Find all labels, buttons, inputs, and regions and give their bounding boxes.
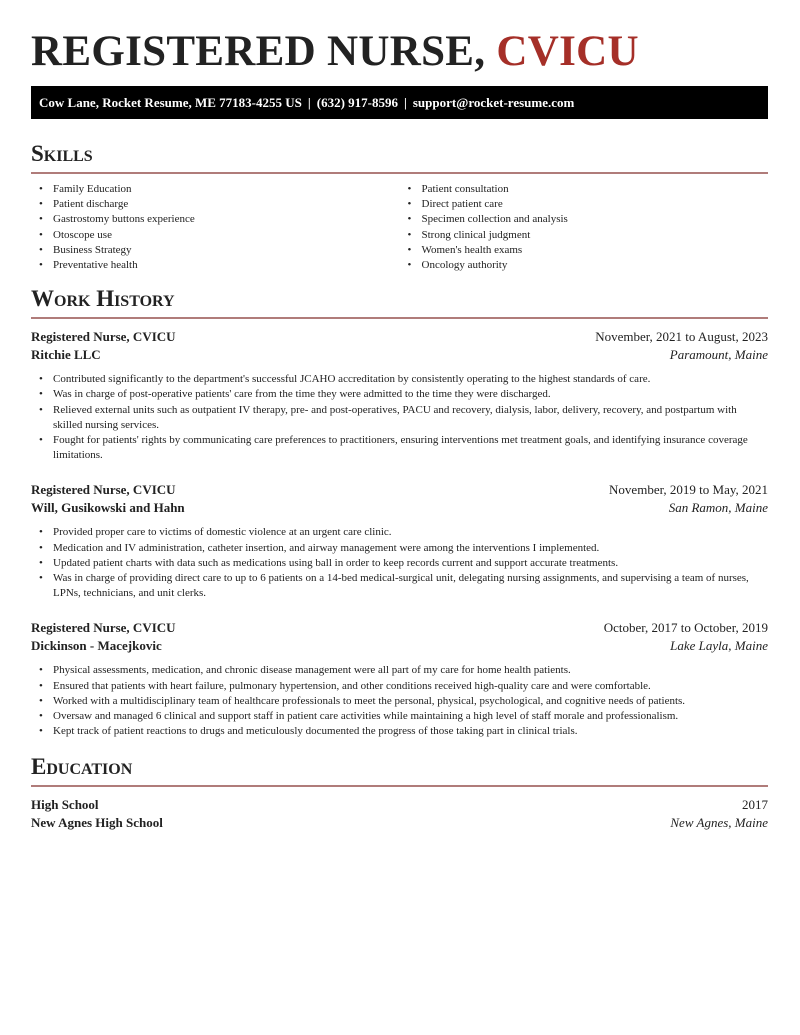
- job-dates: November, 2019 to May, 2021: [609, 482, 768, 498]
- job-bullets: [31, 372, 768, 463]
- list-item: • Strong clinical judgment: [422, 228, 769, 243]
- year: 2017: [742, 797, 768, 813]
- location: Paramount, Maine: [669, 347, 768, 363]
- skills-section: [31, 140, 768, 273]
- divider: [31, 785, 768, 787]
- list-item: • Family Education: [53, 182, 400, 197]
- list-item: • Updated patient charts with data such as medications using ball in order to keep records current and support accurate treatments.: [53, 556, 768, 571]
- section-title: Skills: [31, 141, 93, 166]
- list-item: • Otoscope use: [53, 228, 400, 243]
- list-item: • Relieved external units such as outpatient IV therapy, pre- and post-operatives, PACU and recovery, dialysis, labor, delivery, recovery, and postpartum with skilled nursing services.: [53, 403, 768, 433]
- job-bullets: [31, 525, 768, 601]
- separator: |: [404, 95, 407, 110]
- job-dates: November, 2021 to August, 2023: [595, 329, 768, 345]
- separator: |: [307, 95, 311, 110]
- location: Lake Layla, Maine: [670, 638, 768, 654]
- company: Dickinson - Macejkovic: [31, 638, 162, 654]
- list-item: • Kept track of patient reactions to drugs and meticulously documented the progress of those taking part in clinical trials.: [53, 724, 768, 739]
- list-item: • Medication and IV administration, catheter insertion, and airway management were among the interventions I implemented.: [53, 541, 768, 556]
- list-item: • Provided proper care to victims of domestic violence at an urgent care clinic.: [53, 525, 768, 540]
- list-item: • Patient consultation: [422, 182, 769, 197]
- skills-list-right: [400, 182, 769, 273]
- list-item: • Physical assessments, medication, and chronic disease management were all part of my care for home health patients.: [53, 663, 768, 678]
- education-entry: [31, 796, 768, 832]
- school: New Agnes High School: [31, 815, 163, 831]
- company: Will, Gusikowski and Hahn: [31, 500, 185, 516]
- location: New Agnes, Maine: [670, 815, 768, 831]
- list-item: • Specimen collection and analysis: [422, 212, 769, 227]
- section-title: Education: [31, 754, 133, 780]
- job-dates: October, 2017 to October, 2019: [603, 620, 768, 636]
- list-item: • Oversaw and managed 6 clinical and support staff in patient care activities while maintaining a high level of staff morale and professionalism.: [53, 709, 768, 724]
- job-entry: [31, 328, 768, 463]
- list-item: • Women's health exams: [422, 243, 769, 258]
- job-title: Registered Nurse, CVICU: [31, 329, 176, 345]
- email[interactable]: support@rocket-resume.com: [412, 95, 575, 110]
- resume-page: [31, 0, 768, 872]
- job-title: Registered Nurse, CVICU: [31, 620, 176, 636]
- list-item: • Business Strategy: [53, 243, 400, 258]
- job-title: Registered Nurse, CVICU: [31, 482, 176, 498]
- skills-list-left: [31, 182, 400, 273]
- education-section: [31, 753, 768, 872]
- work-history-section: [31, 285, 768, 739]
- list-item: • Was in charge of providing direct care to up to 6 patients on a 14-bed medical-surgical unit, delegating nursing assignments, and supervising a team of nurses, LPNs, technicians, and unit clerks.: [53, 571, 768, 601]
- degree: High School: [31, 797, 99, 813]
- page-title: [31, 27, 768, 77]
- contact-bar: [31, 86, 768, 119]
- section-title: Work History: [31, 286, 175, 312]
- job-entry: [31, 619, 768, 739]
- list-item: • Ensured that patients with heart failure, pulmonary hypertension, and other conditions received high-quality care and were comfortable.: [53, 679, 768, 694]
- list-item: • Oncology authority: [422, 258, 769, 273]
- list-item: • Gastrostomy buttons experience: [53, 212, 400, 227]
- list-item: • Contributed significantly to the department's successful JCAHO accreditation by consistently operating to the highest standards of care.: [53, 372, 768, 387]
- list-item: • Preventative health: [53, 258, 400, 273]
- title-accent: CVICU: [496, 28, 639, 75]
- title-main: REGISTERED NURSE,: [31, 28, 486, 75]
- job-entry: [31, 481, 768, 601]
- phone: (632) 917-8596: [316, 95, 398, 110]
- list-item: • Worked with a multidisciplinary team of healthcare professionals to meet the personal, physical, psychological, and cognitive needs of patients.: [53, 694, 768, 709]
- list-item: • Fought for patients' rights by communicating care preferences to practitioners, ensuring interventions met treatment goals, and identifying insurance coverage limitations.: [53, 433, 768, 463]
- job-bullets: [31, 663, 768, 739]
- company: Ritchie LLC: [31, 347, 101, 363]
- list-item: • Patient discharge: [53, 197, 400, 212]
- list-item: • Was in charge of post-operative patients' care from the time they were admitted to the time they were discharged.: [53, 387, 768, 402]
- list-item: • Direct patient care: [422, 197, 769, 212]
- location: San Ramon, Maine: [668, 500, 768, 516]
- address: Cow Lane, Rocket Resume, ME 77183-4255 US: [39, 95, 302, 110]
- divider: [31, 317, 768, 319]
- divider: [31, 172, 768, 174]
